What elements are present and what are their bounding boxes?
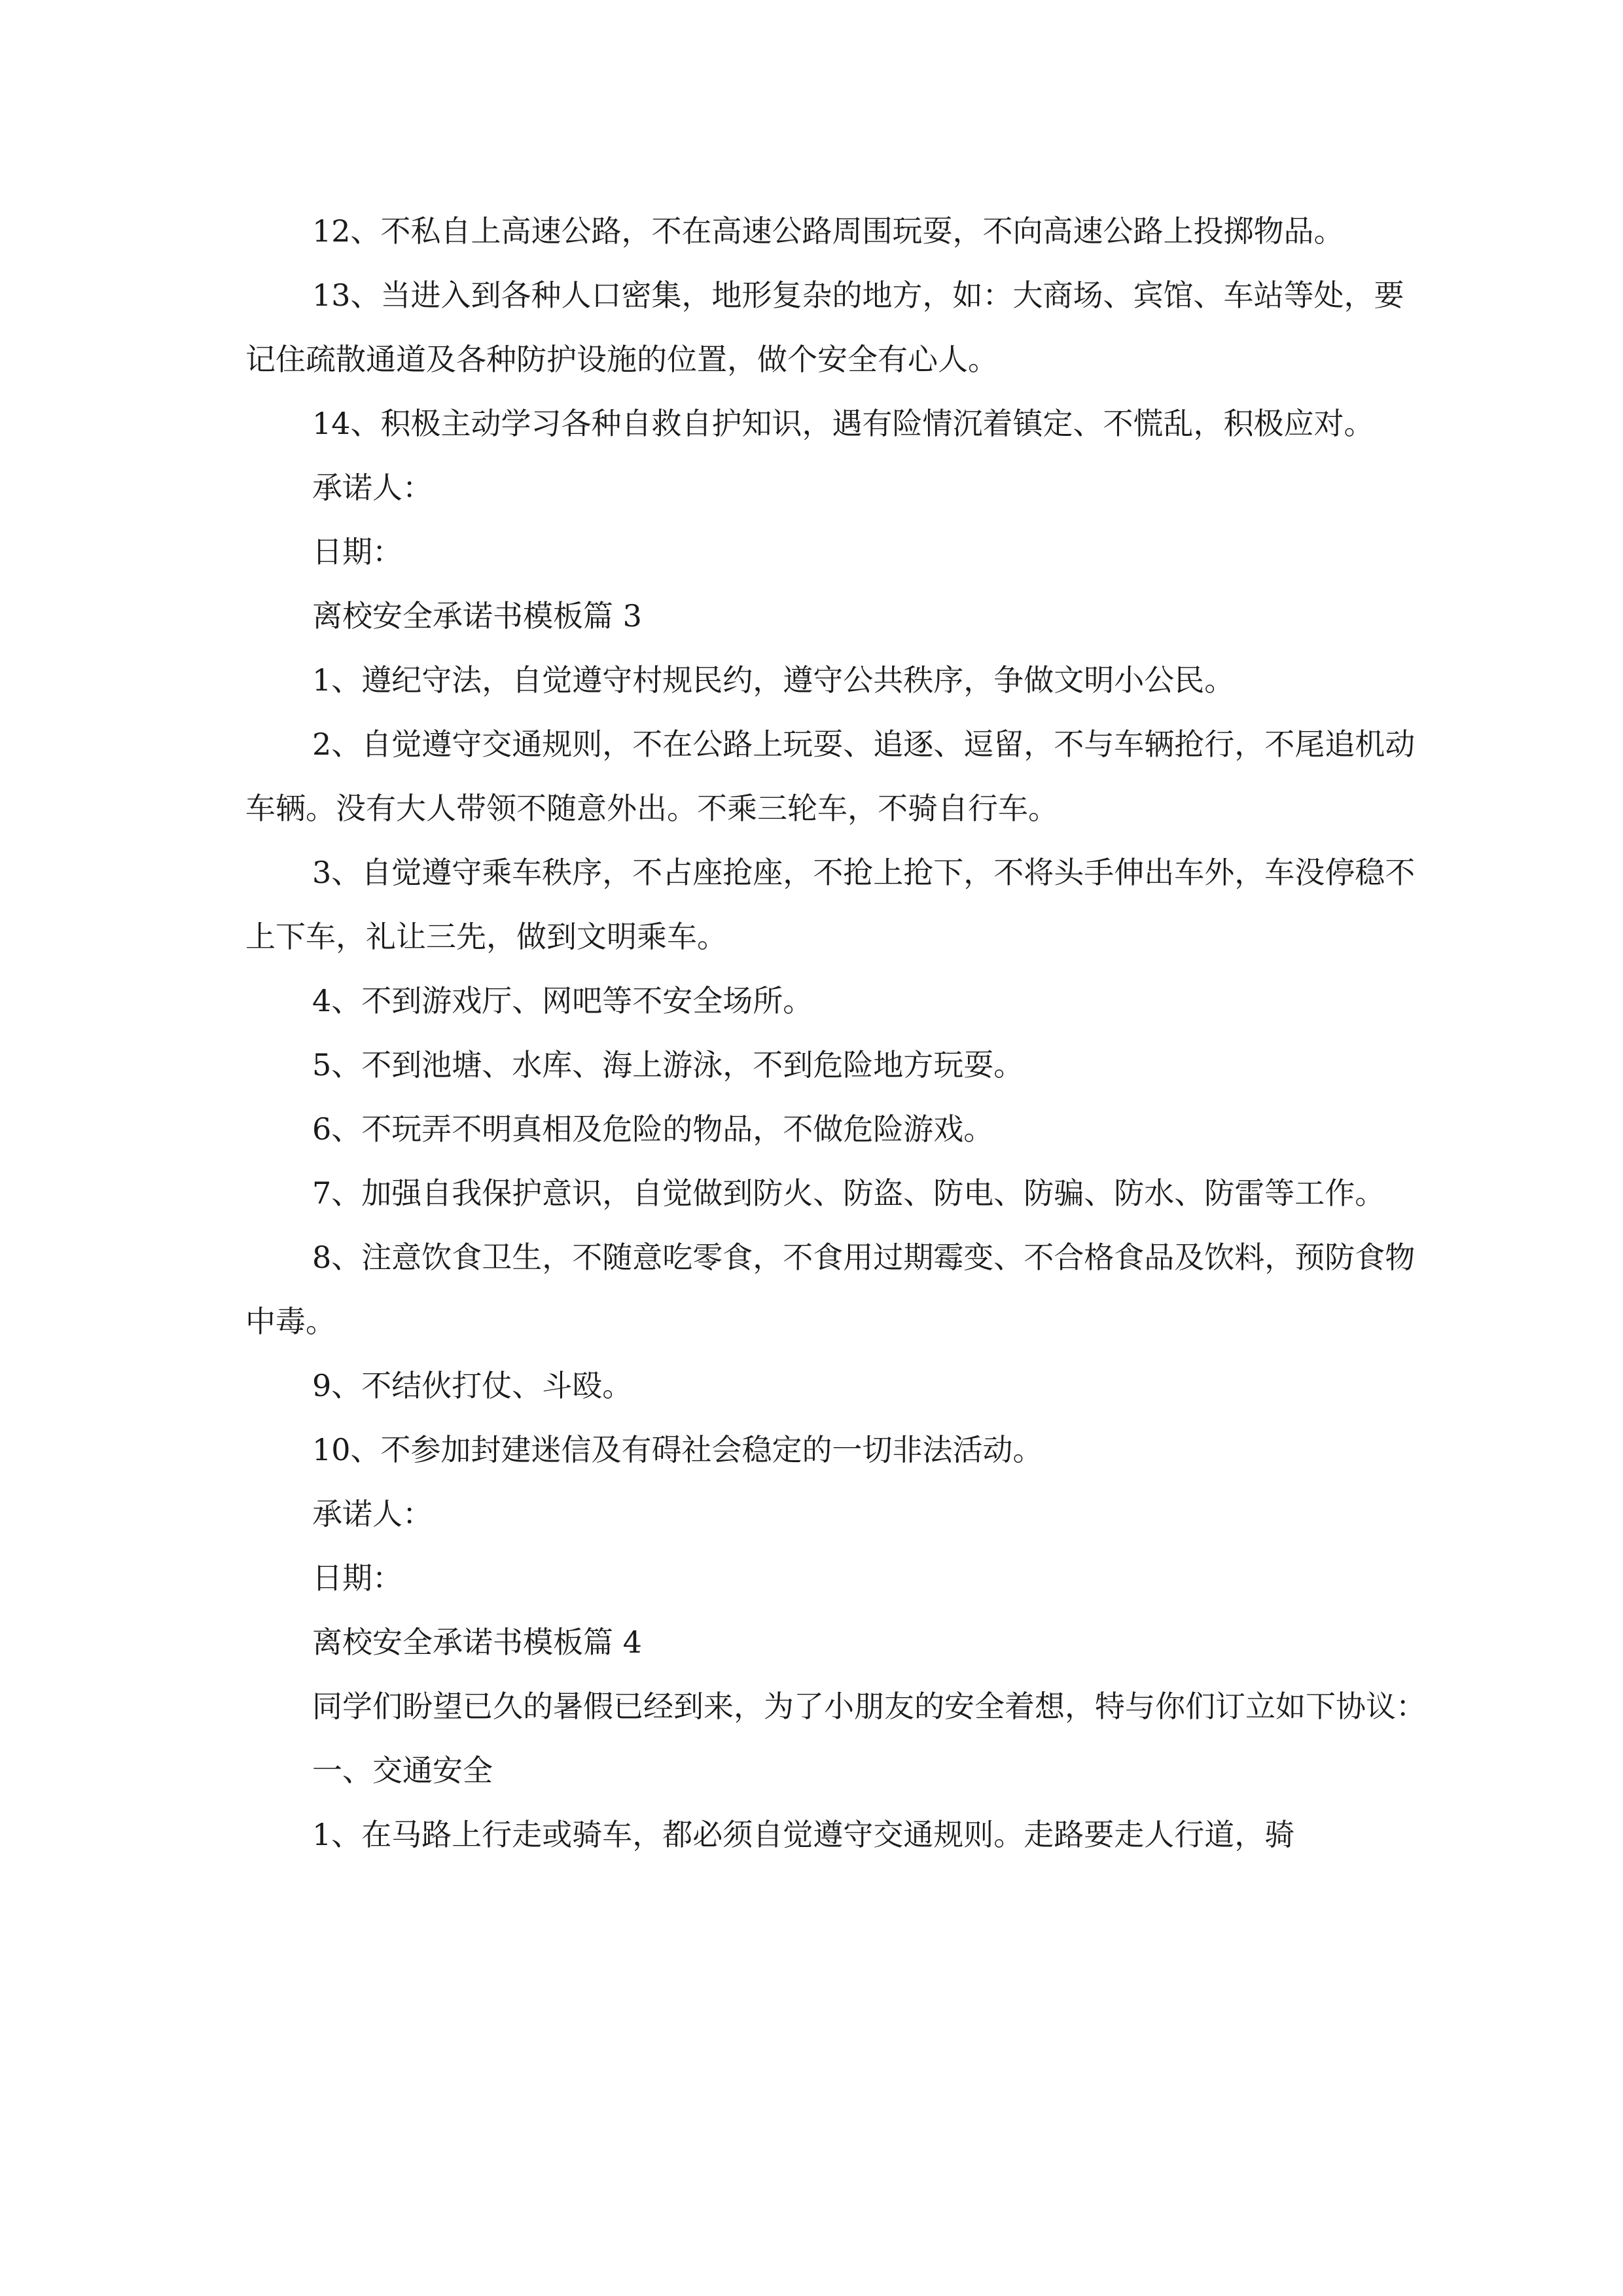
paragraph-item-2: 2、自觉遵守交通规则，不在公路上玩耍、追逐、逗留，不与车辆抢行，不尾追机动车辆。没有大人带领不随意外出。不乘三轮车，不骑自行车。 [245,726,1416,826]
paragraph-item-14: 14、积极主动学习各种自救自护知识，遇有险情沉着镇定、不慌乱，积极应对。 [312,406,1374,441]
document-body [245,199,1430,1867]
paragraph-item-1: 1、遵纪守法，自觉遵守村规民约，遵守公共秩序，争做文明小公民。 [312,662,1235,698]
paragraph-item-6: 6、不玩弄不明真相及危险的物品，不做危险游戏。 [312,1111,994,1147]
date-label: 日期： [312,1560,402,1596]
signature-label: 承诺人： [312,470,433,505]
paragraph-item-12: 12、不私自上高速公路，不在高速公路周围玩耍，不向高速公路上投掷物品。 [312,213,1344,249]
section-heading-4: 离校安全承诺书模板篇 4 [312,1624,642,1660]
subsection-heading: 一、交通安全 [312,1753,493,1788]
paragraph-item-10: 10、不参加封建迷信及有碍社会稳定的一切非法活动。 [312,1432,1043,1467]
intro-paragraph: 同学们盼望已久的暑假已经到来，为了小朋友的安全着想，特与你们订立如下协议： [312,1689,1426,1724]
signature-label: 承诺人： [312,1496,433,1532]
paragraph-item-4: 4、不到游戏厅、网吧等不安全场所。 [312,983,813,1018]
section-heading-3: 离校安全承诺书模板篇 3 [312,598,642,634]
paragraph-item-1: 1、在马路上行走或骑车，都必须自觉遵守交通规则。走路要走人行道，骑 [312,1817,1295,1852]
paragraph-item-3: 3、自觉遵守乘车秩序，不占座抢座，不抢上抢下，不将头手伸出车外，车没停稳不上下车，礼让三先，做到文明乘车。 [245,855,1416,954]
paragraph-item-8: 8、注意饮食卫生，不随意吃零食，不食用过期霉变、不合格食品及饮料，预防食物中毒。 [245,1240,1416,1339]
date-label: 日期： [312,534,402,569]
paragraph-item-7: 7、加强自我保护意识，自觉做到防火、防盗、防电、防骗、防水、防雷等工作。 [312,1175,1385,1211]
paragraph-item-13: 13、当进入到各种人口密集，地形复杂的地方，如：大商场、宾馆、车站等处，要记住疏散通道及各种防护设施的位置，做个安全有心人。 [245,278,1404,377]
paragraph-item-9: 9、不结伙打仗、斗殴。 [312,1368,633,1403]
paragraph-item-5: 5、不到池塘、水库、海上游泳，不到危险地方玩耍。 [312,1047,1024,1083]
